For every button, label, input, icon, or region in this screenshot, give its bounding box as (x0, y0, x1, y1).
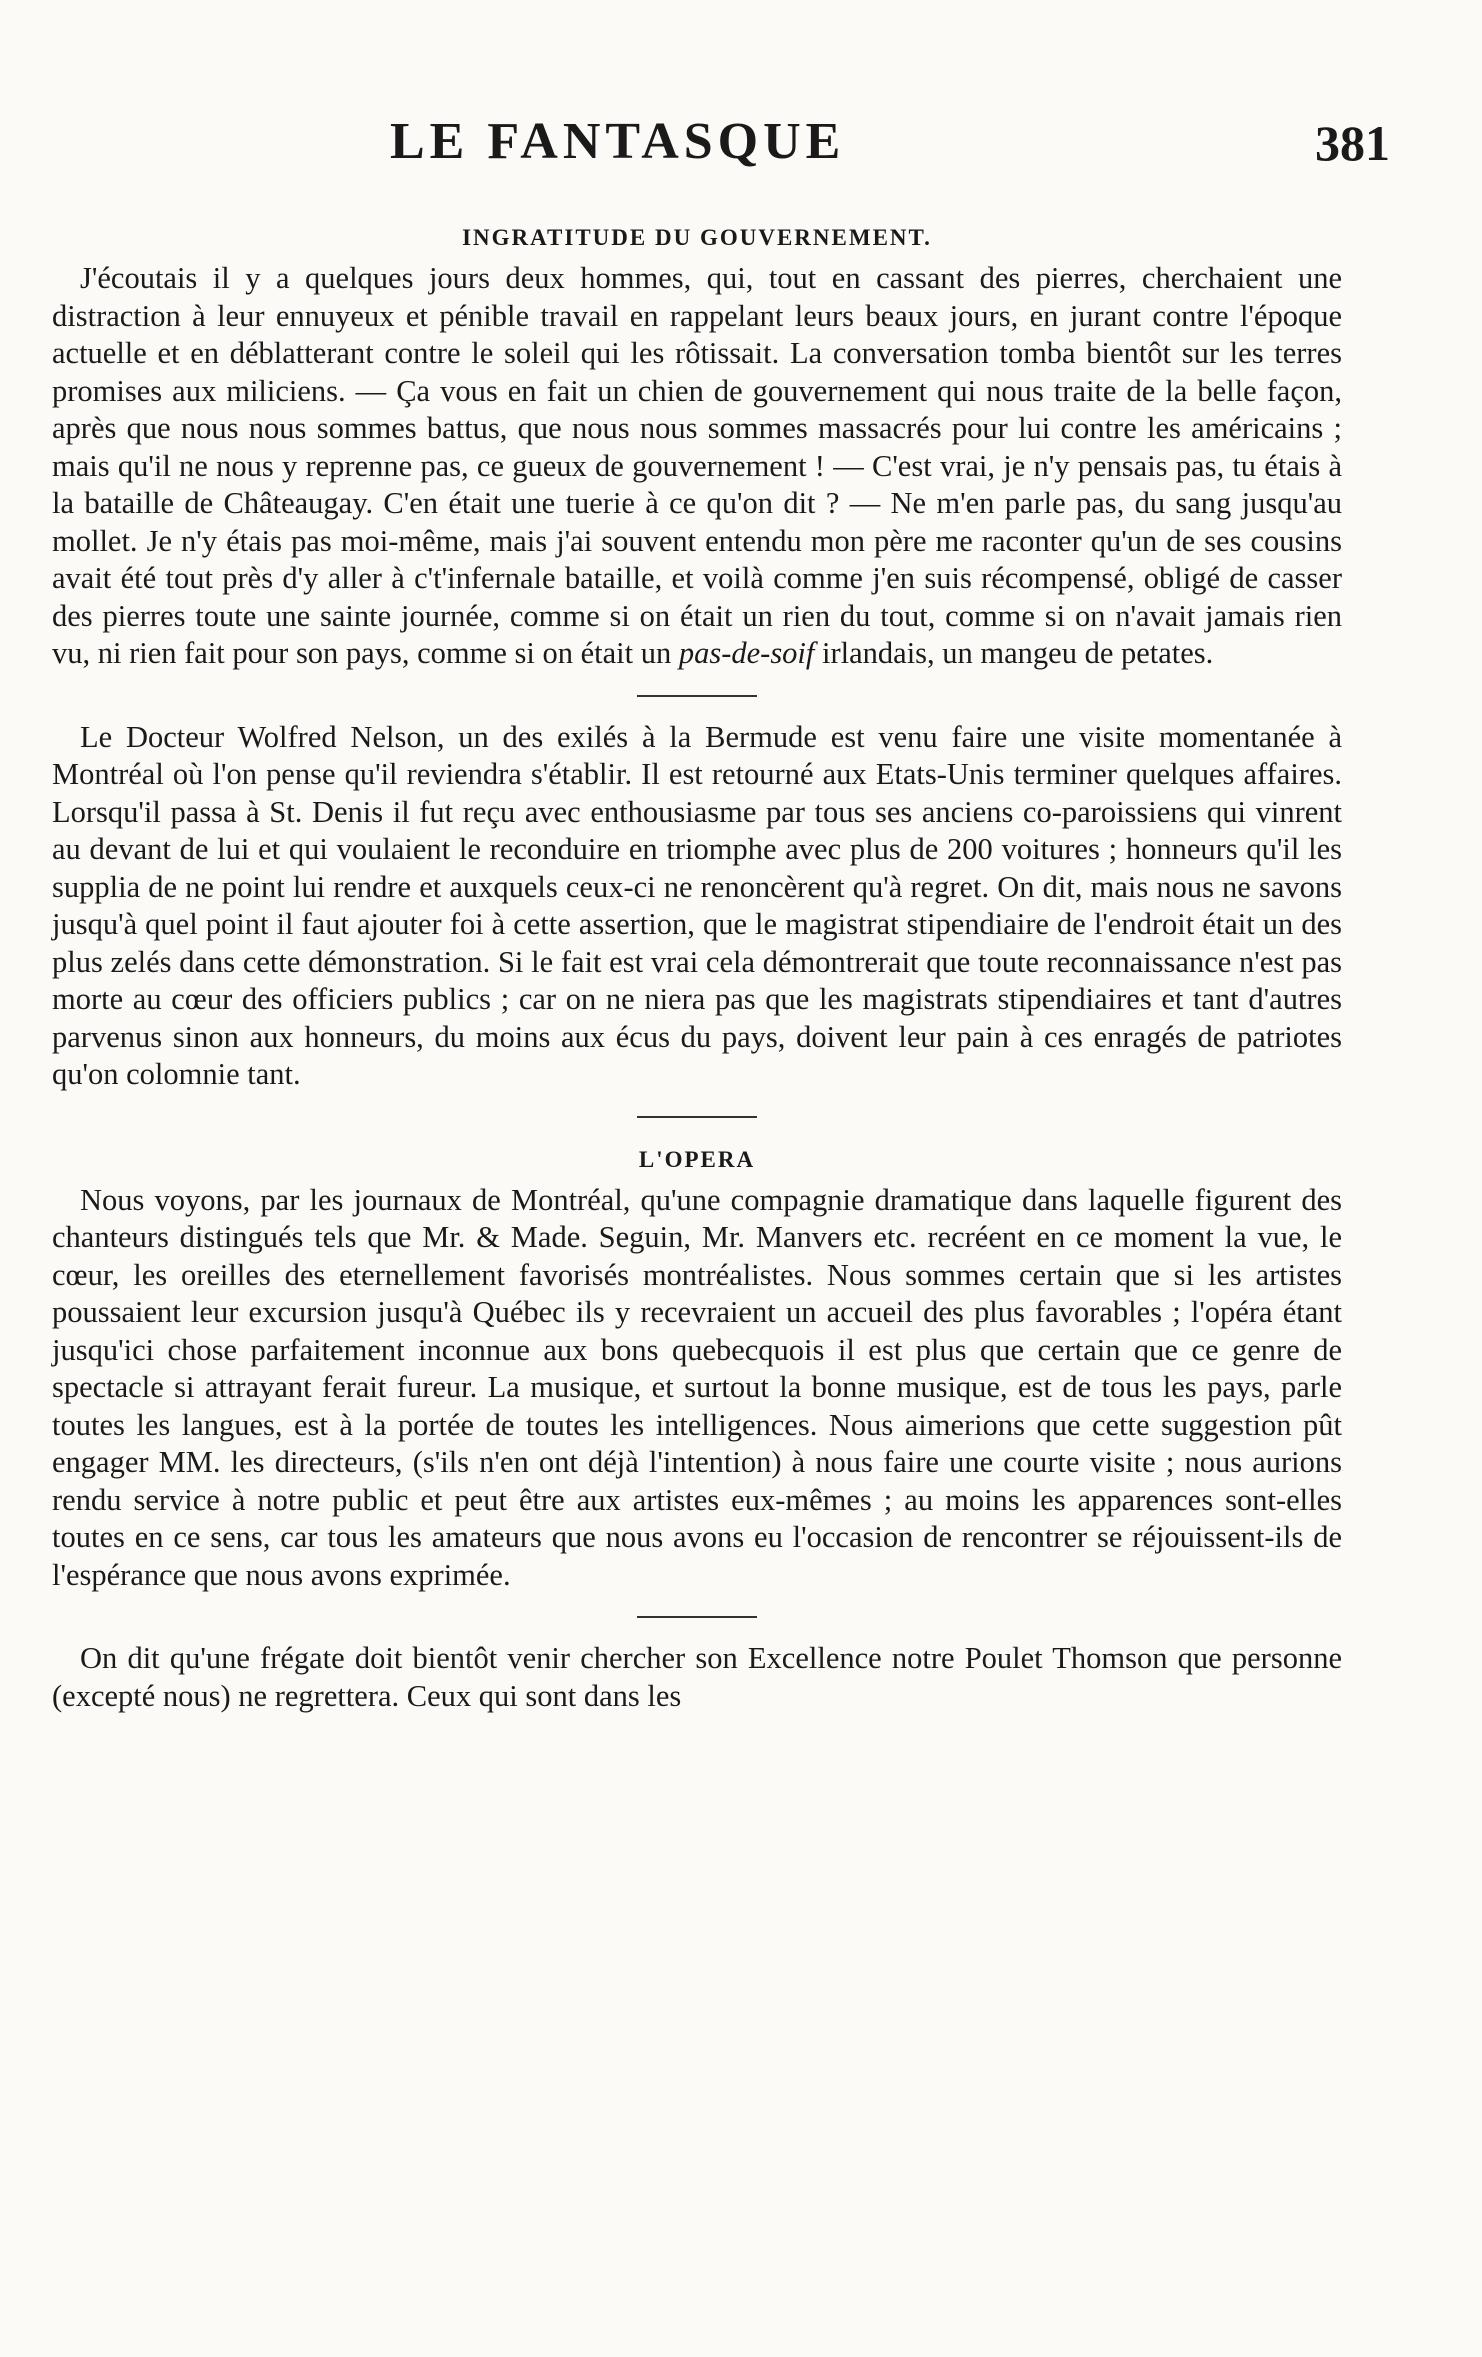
article-nelson-text: Le Docteur Wolfred Nelson, un des exilés à la Bermude est venu faire une visite momentanée à Montréal où l'on pense qu'il reviendra s'établir. Il est retourné aux Etats-Unis terminer quelques affaires. Lorsqu'il passa à St. Denis il fut reçu avec enthousiasme par tous ses anciens co-paroissiens qui vinrent au devant de lui et qui voulaient le reconduire en triomphe avec plus de 200 voitures ; honneurs qu'il les supplia de ne point lui rendre et auxquels ceux-ci ne renoncèrent qu'à regret. On dit, mais nous ne savons jusqu'à quel point il faut ajouter foi à cette assertion, que le magistrat stipendiaire de l'endroit était un des plus zelés dans cette démonstration. Si le fait est vrai cela démontrerait que toute reconnaissance n'est pas morte au cœur des officiers publics ; car on ne niera pas que les magistrats stipendiaires et tant d'autres parvenus sinon aux honneurs, du moins aux écus du pays, doivent leur pain à ces enragés de patriotes qu'on colomnie tant. (52, 719, 1342, 1091)
article-title-ingratitude: INGRATITUDE DU GOUVERNEMENT. (462, 225, 932, 250)
separator-rule (637, 1616, 757, 1618)
article-fregate-text: On dit qu'une frégate doit bientôt venir chercher son Excellence notre Poulet Thomson que personne (excepté nous) ne regrettera. Ceux qui sont dans les (52, 1641, 1342, 1713)
article-separator (52, 1594, 1342, 1640)
article-ingratitude-ending: irlandais, un mangeu de petates. (822, 636, 1214, 670)
article-opera-text: Nous voyons, par les journaux de Montréal, qu'une compagnie dramatique dans laquelle figurent des chanteurs distingués tels que Mr. & Made. Seguin, Mr. Manvers etc. recréent en ce moment la vue, le cœur, les oreilles des eternellement favorisés montréalistes. Nous sommes certain que si les artistes poussaient leur excursion jusqu'à Québec ils y recevraient un accueil des plus favorables ; l'opéra étant jusqu'ici chose parfaitement inconnue aux bons quebecquois il est plus que certain que ce genre de spectacle si attrayant ferait fureur. La musique, et surtout la bonne musique, est de tous les pays, parle toutes les langues, est à la portée de toutes les intelligences. Nous aimerions que cette suggestion pût engager MM. les directeurs, (s'ils n'en ont déjà l'intention) à nous faire une courte visite ; nous aurions rendu service à notre public et peut être aux artistes eux-mêmes ; au moins les apparences sont-elles toutes en ce sens, car tous les amateurs que nous avons eu l'occasion de rencontrer se réjouissent-ils de l'espérance que nous avons exprimée. (52, 1182, 1342, 1592)
article-ingratitude-body: J'écoutais il y a quelques jours deux hommes, qui, tout en cassant des pierres, cherchaient une distraction à leur ennuyeux et pénible travail en rappelant leurs beaux jours, en jurant contre l'époque actuelle et en déblatterant contre le soleil qui les rôtissait. La conversation tomba bientôt sur les terres promises aux miliciens. — Ça vous en fait un chien de gouvernement qui nous traite de la belle façon, après que nous nous sommes battus, que nous nous sommes massacrés pour lui contre les américains ; mais qu'il ne nous y reprenne pas, ce gueux de gouvernement ! — C'est vrai, je n'y pensais pas, tu étais à la bataille de Châteaugay. C'en était une tuerie à ce qu'on dit ? — Ne m'en parle pas, du sang jusqu'au mollet. Je n'y étais pas moi-même, mais j'ai souvent entendu mon père me raconter qu'un de ses cousins avait été tout près d'y aller à c't'infernale bataille, et voilà comme j'en suis récompensé, obligé de casser des pierres toute une sainte journée, comme si on était un rien du tout, comme si on n'avait jamais rien vu, ni rien fait pour son pays, comme si on était un (52, 261, 1342, 670)
page-number: 381 (1315, 115, 1390, 171)
article-title-opera: L'OPERA (638, 1146, 756, 1172)
article-separator (52, 1094, 1342, 1140)
masthead-title: LE FANTASQUE (390, 113, 846, 170)
page-header (60, 112, 1390, 182)
article-ingratitude-italic: pas-de-soif (678, 636, 815, 670)
page-body (52, 218, 1342, 1715)
article-ingratitude-text (52, 260, 1342, 673)
article-separator (52, 673, 1342, 719)
separator-rule (637, 695, 757, 697)
separator-rule (637, 1116, 757, 1118)
